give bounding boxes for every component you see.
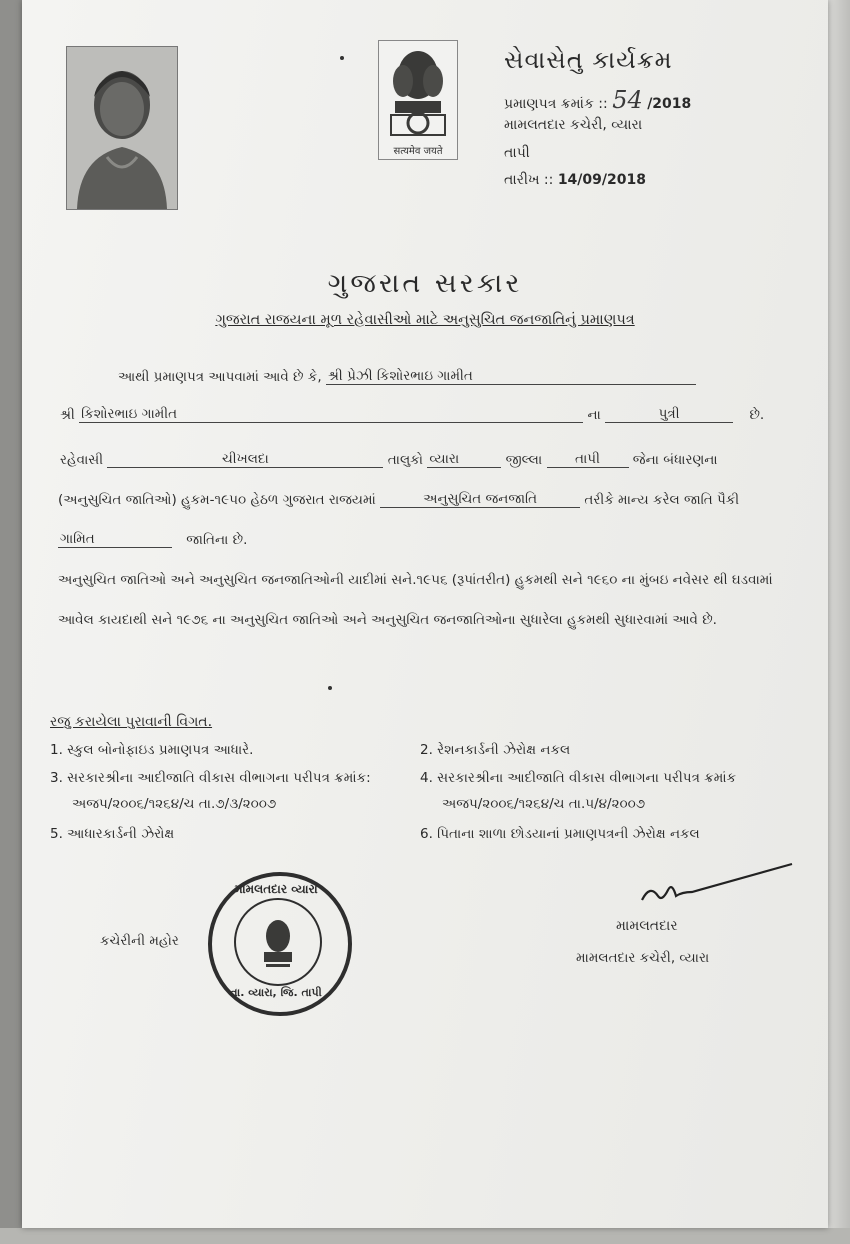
recognized-text: તરીકે માન્ય કરેલ જાતિ પૈકી: [584, 492, 740, 508]
village-field: ચીખલદા: [107, 451, 383, 468]
document-item-4: 4. સરકારશ્રીના આદીજાતિ વીકાસ વીભાગના પરીપત્ર ક્રમાંક: [420, 770, 737, 786]
emblem-motto: सत्यमेव जयते: [393, 146, 443, 157]
seal-top-text: મામલતદાર વ્યારા: [234, 882, 318, 896]
caste-field: ગામિત: [58, 531, 172, 548]
program-title: સેવાસેતુ કાર્યક્રમ: [504, 46, 673, 74]
intro-text: આથી પ્રમાણપત્ર આપવામાં આવે છે કે,: [118, 369, 322, 385]
category-field: અનુસુચિત જનજાતિ: [380, 491, 580, 508]
intro-row: [118, 368, 696, 385]
date-label: તારીખ ::: [504, 172, 554, 188]
residence-row: [60, 451, 718, 468]
certificate-year: /2018: [647, 96, 692, 112]
documents-heading: રજુ કરાયેલા પુરાવાની વિગત.: [50, 714, 213, 730]
portrait-image: [67, 47, 177, 209]
na-label: ના: [587, 407, 601, 423]
shri-label: શ્રી: [60, 407, 75, 423]
certificate-number-value: 54: [612, 86, 643, 114]
certificate-number-label: પ્રમાણપત્ર ક્રમાંક ::: [504, 96, 608, 112]
seal-emblem-icon: [236, 900, 320, 984]
signature-mark: [632, 862, 802, 912]
background-edge-right: [828, 0, 850, 1244]
date-line: [504, 172, 646, 188]
certificate-subtitle: ગુજરાત રાજયના મૂળ રહેવાસીઓ માટે અનુસુચિત જનજાતિનું પ્રમાણપત્ર: [215, 312, 635, 328]
father-name-field: કિશોરભાઇ ગામીત: [79, 406, 583, 423]
certificate-paper: [22, 0, 828, 1228]
applicant-photo: [66, 46, 178, 210]
government-title: ગુજરાત સરકાર: [327, 268, 523, 299]
district-field: તાપી: [547, 451, 629, 468]
background-edge-bottom: [0, 1228, 850, 1244]
father-row: [60, 406, 764, 423]
caste-suffix: જાતિના છે.: [186, 532, 248, 548]
office-name: મામલતદાર કચેરી, વ્યારા: [504, 117, 643, 133]
office-seal: [208, 872, 352, 1016]
caste-row: [58, 531, 247, 548]
person-name-field: શ્રી પ્રેઝી કિશોરભાઇ ગામીત: [326, 368, 696, 385]
document-item-2: 2. રેશનકાર્ડની ઝેરોક્ષ નકલ: [420, 742, 571, 758]
order-text: (અનુસુચિત જાતિઓ) હુકમ-૧૯૫૦ હેઠળ ગુજરાત રાજયમાં: [58, 492, 376, 508]
signatory-title: મામલતદાર: [616, 918, 678, 934]
document-item-4-ref: અજપ/૨૦૦૬/૧૨૬૪/ચ તા.૫/૪/૨૦૦૭: [442, 796, 646, 812]
document-item-3: 3. સરકારશ્રીના આદીજાતિ વીકાસ વીભાગના પરીપત્ર ક્રમાંક:: [50, 770, 371, 786]
document-item-1: 1. સ્કુલ બોનોફાઇડ પ્રમાણપત્ર આધારે.: [50, 742, 254, 758]
certificate-number-line: [504, 86, 691, 114]
seal-bottom-text: તા. વ્યારા, જિ. તાપી: [230, 986, 322, 999]
taluka-label: તાલુકો: [387, 452, 424, 468]
district-name: તાપી: [504, 145, 530, 161]
district-label: જીલ્લા: [505, 452, 543, 468]
taluka-field: વ્યારા: [427, 451, 501, 468]
resident-label: રહેવાસી: [60, 452, 104, 468]
document-item-5: 5. આધારકાર્ડની ઝેરોક્ષ: [50, 826, 175, 842]
chhe-label: છે.: [749, 407, 765, 423]
document-item-6: 6. પિતાના શાળા છોડયાનાં પ્રમાણપત્રની ઝેરોક્ષ નકલ: [420, 826, 700, 842]
stamp-label: કચેરીની મહોર: [100, 933, 179, 949]
legal-paragraph: અનુસુચિત જાતિઓ અને અનુસુચિત જનજાતિઓની યાદીમાં સને.૧૯૫૬ (રૂપાંતરીત) હુકમથી સને ૧૯૬૦ ના મુંબઇ નવેસર થી ઘડવામાં આવેલ કાયદાથી સને ૧૯૭૬ ના અનુસુચિત જાતિઓ અને અનુસુચિત જનજાતિઓના સુધારેલા હુકમથી સુધારવામાં આવે છે.: [58, 572, 773, 628]
seal-inner-ring: [234, 898, 322, 986]
relation-field: પુત્રી: [605, 406, 733, 423]
ink-dot-2: [328, 686, 332, 690]
order-row: [58, 491, 739, 508]
ink-dot: [340, 56, 344, 60]
constitution-text: જેના બંધારણના: [632, 452, 718, 468]
date-value: 14/09/2018: [557, 172, 646, 188]
signatory-office: મામલતદાર કચેરી, વ્યારા: [576, 950, 710, 966]
lion-capital-icon: [379, 41, 457, 141]
national-emblem: [378, 40, 458, 160]
document-item-3-ref: અજપ/૨૦૦૬/૧૨૬૪/ચ તા.૭/૩/૨૦૦૭: [72, 796, 277, 812]
